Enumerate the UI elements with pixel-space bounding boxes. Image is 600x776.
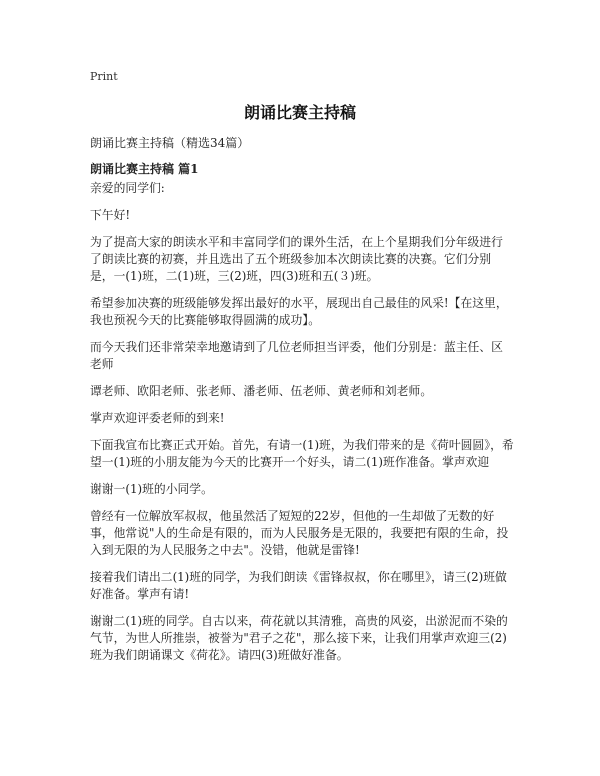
paragraph-judges-intro: 而今天我们还非常荣幸地邀请到了几位老师担当评委，他们分别是：蓝主任、区老师 — [90, 340, 503, 371]
paragraph-class-2-1: 接着我们请出二(1)班的同学，为我们朗读《雷锋叔叔，你在哪里》，请三(2)班做好准备。掌声有请! — [90, 570, 507, 601]
paragraph-leifeng: 曾经有一位解放军叔叔，他虽然活了短短的22岁，但他的一生却做了无数的好事，他常说"人的生命是有限的，而为人民服务是无限的，我要把有限的生命，投入到无限的为人民服务之中去"。没错，他就是雷锋! — [90, 509, 509, 557]
paragraph-good-afternoon: 下午好! — [90, 208, 131, 222]
paragraph-welcome-judges: 掌声欢迎评委老师的到来! — [90, 411, 225, 425]
paragraph-judges-list: 谭老师、欧阳老师、张老师、潘老师、伍老师、黄老师和刘老师。 — [90, 384, 433, 398]
paragraph-greeting: 亲爱的同学们: — [90, 181, 165, 195]
paragraph-wishes: 希望参加决赛的班级能够发挥出最好的水平，展现出自己最佳的风采!【在这里，我也预祝今天的比赛能够取得圆满的成功】。 — [90, 296, 508, 327]
paragraph-start: 下面我宣布比赛正式开始。首先，有请一(1)班，为我们带来的是《荷叶圆圆》，希望一(1)班的小朋友能为今天的比赛开一个好头，请二(1)班作准备。掌声欢迎 — [90, 438, 514, 469]
page-title: 朗诵比赛主持稿 — [243, 103, 356, 122]
section-heading: 朗诵比赛主持稿 篇1 — [90, 162, 199, 176]
print-link[interactable]: Print — [90, 70, 118, 83]
document-body — [90, 180, 514, 674]
document-subtitle: 朗诵比赛主持稿（精选34篇） — [90, 136, 250, 150]
paragraph-lotus: 谢谢二(1)班的同学。自古以来，荷花就以其清雅，高贵的风姿，出淤泥而不染的气节，为世人所推崇，被誉为"君子之花"，那么接下来，让我们用掌声欢迎三(2)班为我们朗诵课文《荷花》。请四(3)班做好准备。 — [90, 614, 508, 662]
paragraph-intro: 为了提高大家的朗读水平和丰富同学们的课外生活，在上个星期我们分年级进行了朗读比赛的初赛，并且选出了五个班级参加本次朗读比赛的决赛。它们分别是，一(1)班，二(1)班，三(2)班，四(3)班和五(３)班。 — [90, 235, 503, 283]
paragraph-thanks-1: 谢谢一(1)班的小同学。 — [90, 482, 213, 496]
